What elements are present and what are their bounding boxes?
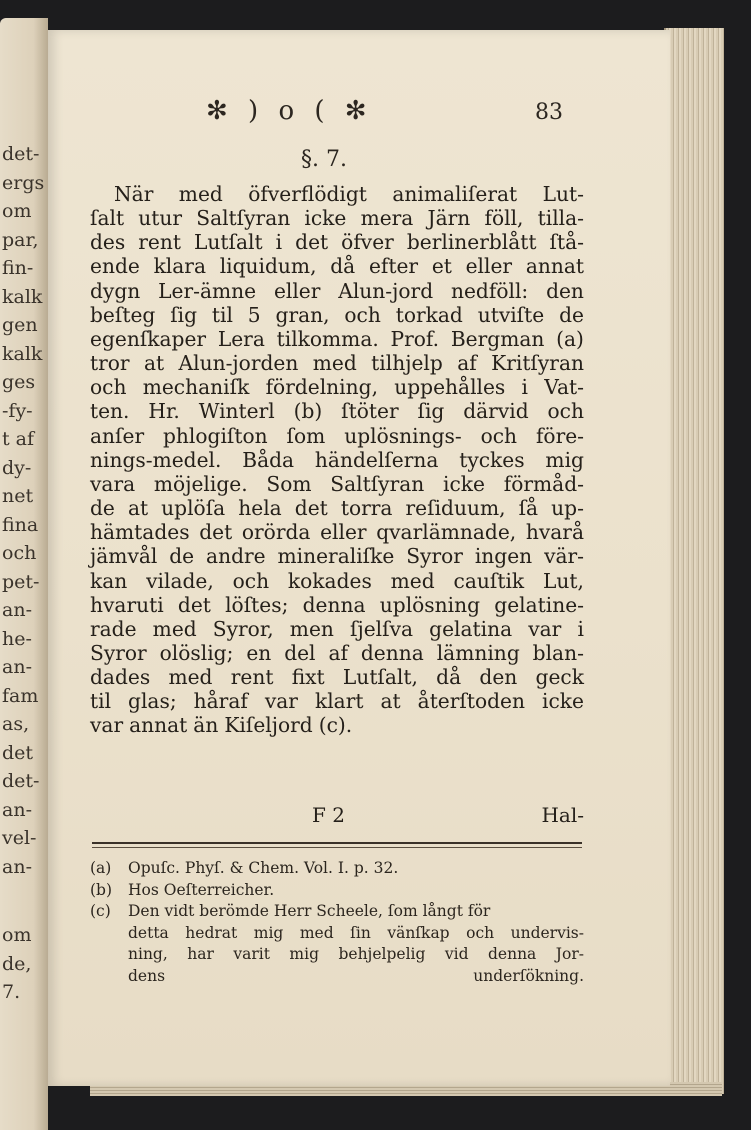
footnote-label: (c) <box>90 902 111 920</box>
text-line: hämtades det orörda eller qvarlämnade, hvarå <box>90 520 584 545</box>
text-line: til glas; håraf var klart at återſtoden icke <box>90 689 584 714</box>
footnote-text: Hos Oeſterreicher. <box>128 880 275 899</box>
footnote-text: Den vidt berömde Herr Scheele, ſom långt för <box>128 902 491 920</box>
page-stack-right <box>664 28 724 1094</box>
left-page-fragment: as, <box>2 713 30 735</box>
left-page-fragment: fam <box>2 684 39 707</box>
left-page-fragment: om <box>2 924 32 946</box>
text-line: egenſkaper Lera tilkomma. Prof. Bergman (a) <box>90 326 584 351</box>
left-page-fragment: net <box>2 485 34 507</box>
text-line: hvaruti det löſtes; denna uplösning gelatine- <box>90 592 584 617</box>
left-page-fragment: om <box>2 200 32 222</box>
text-line: ten. Hr. Winterl (b) ſtöter ſig därvid och <box>90 399 584 424</box>
footnote-b <box>90 880 584 902</box>
left-page-fragment: det <box>2 741 34 764</box>
left-page-fragment: ergs <box>2 171 45 194</box>
left-page-fragment: gen <box>2 314 38 336</box>
left-page-fragment: 7. <box>2 981 21 1003</box>
left-page-fragment: fina <box>2 513 39 536</box>
section-heading: §. 7. <box>301 147 347 172</box>
footnote-label: (a) <box>90 859 112 877</box>
left-page-fragment: dy- <box>2 456 32 479</box>
left-page-fragment: an- <box>2 798 32 821</box>
footnote-line: ning, har varit mig behjelpelig vid denna Jor- <box>128 945 584 963</box>
left-page-fragment: kalk <box>2 285 43 308</box>
left-page-fragment: fin- <box>2 257 34 279</box>
signature-row <box>90 803 584 829</box>
footnote-rule <box>92 842 582 844</box>
text-line: vara möjelige. Som Saltſyran icke förmåd- <box>90 471 584 496</box>
footnote-c <box>90 901 584 923</box>
footnote-text: Opuſc. Phyſ. & Chem. Vol. I. p. 32. <box>128 859 399 877</box>
left-page-fragment: -fy- <box>2 399 33 422</box>
text-line: kan vilade, och kokades med cauſtik Lut, <box>90 568 584 593</box>
text-line: dades med rent fixt Lutſalt, då den geck <box>90 665 584 690</box>
text-line: de at uplöſa hela det torra reſiduum, ſå up- <box>90 496 584 521</box>
text-line: rade med Syror, men ſjelſva gelatina var i <box>90 616 584 641</box>
footnote-line: dens underſökning. <box>128 966 584 985</box>
footnote-label: (b) <box>90 880 113 899</box>
text-line: des rent Lutſalt i det öfver berlinerblått ſtå- <box>90 230 584 255</box>
left-page-fragment: par, <box>2 228 39 251</box>
footnote-a <box>90 858 584 880</box>
text-line: jämvål de andre mineraliſke Syror ingen vär- <box>90 544 584 569</box>
left-page-fragment: t af <box>2 428 35 450</box>
left-page-fragment: an- <box>2 656 32 678</box>
footnote-line: detta hedrat mig med ſin vänſkap och undervis- <box>128 923 584 942</box>
text-line: anſer phlogiſton ſom uplösnings- och före- <box>90 423 584 448</box>
left-page-fragment: det- <box>2 770 40 792</box>
text-line: När med öfverflödigt animaliſerat Lut- <box>114 182 584 206</box>
text-line: ende klara liquidum, då efter et eller annat <box>90 254 584 279</box>
left-page-fragment: de, <box>2 952 32 975</box>
text-line: och mechaniſk fördelning, uppehålles i Vat- <box>90 375 584 400</box>
page-number: 83 <box>535 100 563 125</box>
left-page-fragment: kalk <box>2 342 43 365</box>
text-line: var annat än Kiſeljord (c). <box>90 713 353 738</box>
catchword: Hal- <box>541 803 584 827</box>
running-head-ornament: ✻ ) o ( ✻ <box>206 96 373 126</box>
body-text <box>90 182 584 738</box>
footnote-c-continuation <box>90 923 584 988</box>
text-line: dygn Ler-ämne eller Alun-jord nedföll: den <box>90 278 584 303</box>
left-page-fragment: pet- <box>2 570 40 593</box>
text-line: Syror olöslig; en del af denna lämning blan- <box>90 640 584 665</box>
text-line: tror at Alun-jorden med tilhjelp af Kritſyran <box>90 351 584 376</box>
left-page-fragment: vel- <box>2 827 37 849</box>
left-page-fragment: an- <box>2 855 32 878</box>
footnotes <box>90 858 584 987</box>
left-page-fragment: ges <box>2 371 36 393</box>
text-line: beſteg ſig til 5 gran, och torkad utviſte de <box>90 302 584 327</box>
footnote-rule-thin <box>92 847 582 848</box>
previous-page-edge <box>0 18 48 1130</box>
text-line: nings-medel. Båda händelſerna tyckes mig <box>90 447 584 472</box>
signature-mark: F 2 <box>312 803 345 827</box>
left-page-fragment: det- <box>2 143 40 165</box>
text-line: ſalt utur Saltſyran icke mera Järn föll, tilla- <box>90 206 584 231</box>
left-page-fragment: an- <box>2 599 32 621</box>
left-page-fragment: och <box>2 542 37 564</box>
left-page-fragment: he- <box>2 627 32 650</box>
